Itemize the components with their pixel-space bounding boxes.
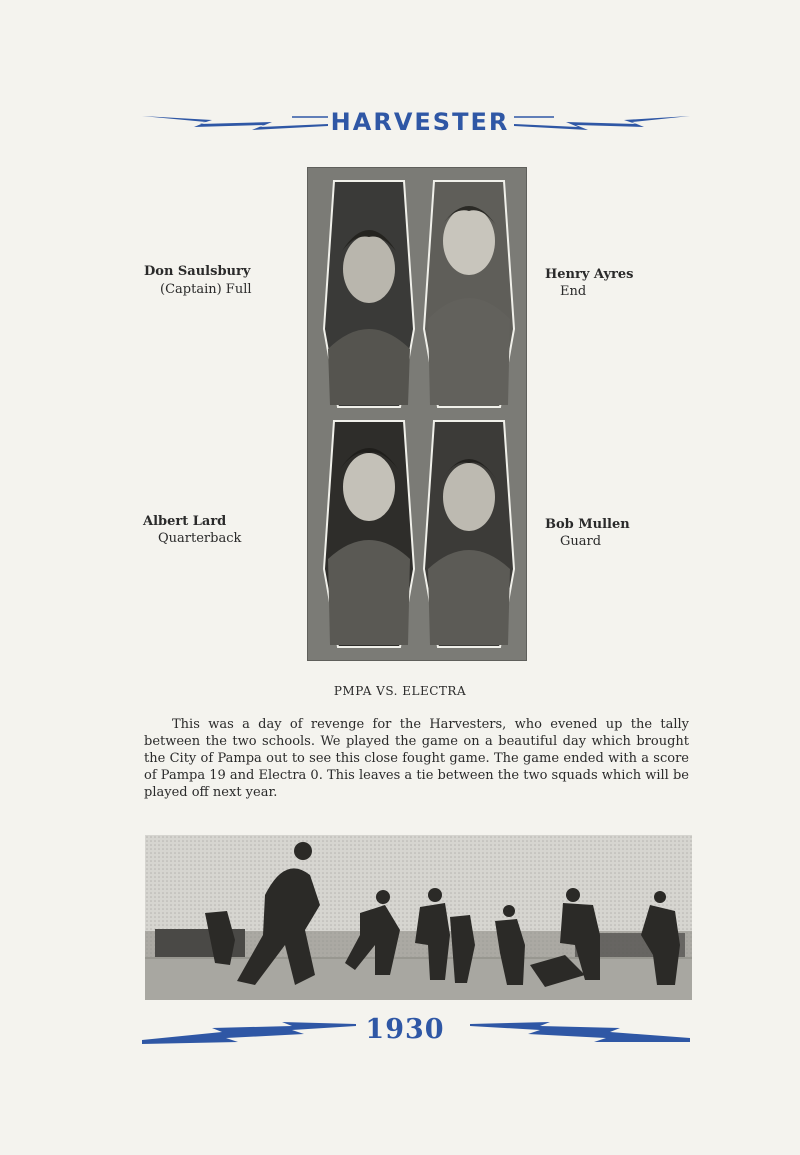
player-position-lard: Quarterback xyxy=(158,531,242,546)
portrait-panel xyxy=(307,167,527,661)
footer-year: 1930 xyxy=(365,1014,445,1045)
player-name-saulsbury: Don Saulsbury xyxy=(144,264,251,279)
left-lightning-bolt-ornament xyxy=(142,112,328,134)
footer-right-lightning-bolt-ornament xyxy=(470,1020,690,1046)
article-body xyxy=(144,716,689,801)
player-name-mullen: Bob Mullen xyxy=(545,517,630,532)
player-position-mullen: Guard xyxy=(560,534,602,549)
player-name-ayres: Henry Ayres xyxy=(545,267,634,282)
article-heading: PMPA VS. ELECTRA xyxy=(333,684,467,698)
portrait-photo-saulsbury xyxy=(322,179,416,409)
portrait-photo-ayres xyxy=(422,179,516,409)
player-name-lard: Albert Lard xyxy=(143,514,227,529)
right-lightning-bolt-ornament xyxy=(514,112,690,134)
article-body-text: This was a day of revenge for the Harvesters, who evened up the tally between the two schools. We played the game on a beautiful day which brought the City of Pampa out to see this close fought game. The game ended with a score of Pampa 19 and Electra 0. This leaves a tie between the two squads which will be played off next year. xyxy=(144,717,689,800)
player-position-ayres: End xyxy=(560,284,587,299)
yearbook-title: HARVESTER xyxy=(330,108,510,136)
football-action-photo xyxy=(145,835,692,1000)
player-position-saulsbury: (Captain) Full xyxy=(160,282,252,297)
footer-left-lightning-bolt-ornament xyxy=(142,1020,356,1046)
portrait-photo-lard xyxy=(322,419,416,649)
portrait-photo-mullen xyxy=(422,419,516,649)
